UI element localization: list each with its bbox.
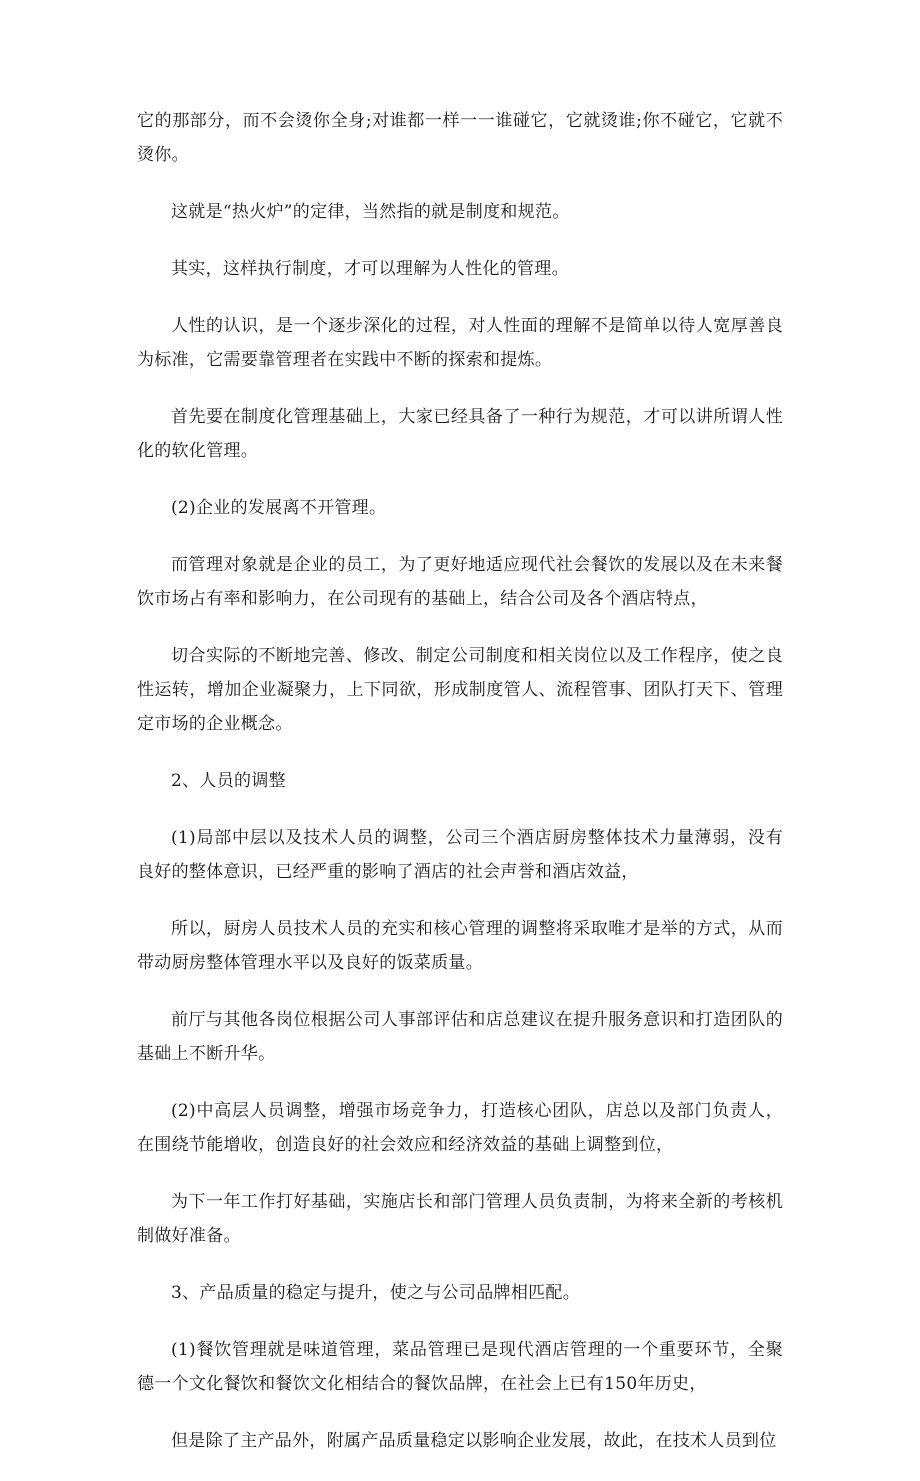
paragraph-4: 人性的认识，是一个逐步深化的过程，对人性面的理解不是简单以待人宽厚善良为标准，它需要靠管理者在实践中不断的探索和提炼。 [137, 316, 783, 370]
document-page [137, 104, 783, 1481]
section-heading-3: 3、产品质量的稳定与提升，使之与公司品牌相匹配。 [171, 1283, 581, 1303]
paragraph-14: 为下一年工作打好基础，实施店长和部门管理人员负责制，为将来全新的考核机制做好准备。 [137, 1192, 783, 1246]
paragraph-12: 前厅与其他各岗位根据公司人事部评估和店总建议在提升服务意识和打造团队的基础上不断升华。 [137, 1010, 783, 1064]
paragraph-1: 它的那部分，而不会烫你全身;对谁都一样一一谁碰它，它就烫谁;你不碰它，它就不烫你。 [137, 111, 783, 165]
paragraph-7: 而管理对象就是企业的员工，为了更好地适应现代社会餐饮的发展以及在未来餐饮市场占有率和影响力，在公司现有的基础上，结合公司及各个酒店特点， [137, 555, 783, 609]
paragraph-13: (2)中高层人员调整，增强市场竞争力，打造核心团队，店总以及部门负责人，在围绕节能增收，创造良好的社会效应和经济效益的基础上调整到位， [137, 1101, 783, 1155]
paragraph-8: 切合实际的不断地完善、修改、制定公司制度和相关岗位以及工作程序，使之良性运转，增加企业凝聚力，上下同欲，形成制度管人、流程管事、团队打天下、管理定市场的企业概念。 [137, 646, 783, 734]
section-heading-2: 2、人员的调整 [171, 771, 286, 791]
paragraph-3: 其实，这样执行制度，才可以理解为人性化的管理。 [171, 259, 569, 279]
paragraph-11: 所以，厨房人员技术人员的充实和核心管理的调整将采取唯才是举的方式，从而带动厨房整体管理水平以及良好的饭菜质量。 [137, 919, 783, 973]
paragraph-6: (2)企业的发展离不开管理。 [171, 498, 387, 518]
paragraph-2: 这就是“热火炉”的定律，当然指的就是制度和规范。 [171, 202, 570, 222]
paragraph-16: (1)餐饮管理就是味道管理，菜品管理已是现代酒店管理的一个重要环节，全聚德一个文化餐饮和餐饮文化相结合的餐饮品牌，在社会上已有150年历史， [137, 1340, 783, 1394]
paragraph-10: (1)局部中层以及技术人员的调整，公司三个酒店厨房整体技术力量薄弱，没有良好的整体意识，已经严重的影响了酒店的社会声誉和酒店效益， [137, 828, 783, 882]
paragraph-17: 但是除了主产品外，附属产品质量稳定以影响企业发展，故此，在技术人员到位 [171, 1431, 777, 1451]
paragraph-5: 首先要在制度化管理基础上，大家已经具备了一种行为规范，才可以讲所谓人性化的软化管理。 [137, 407, 783, 461]
